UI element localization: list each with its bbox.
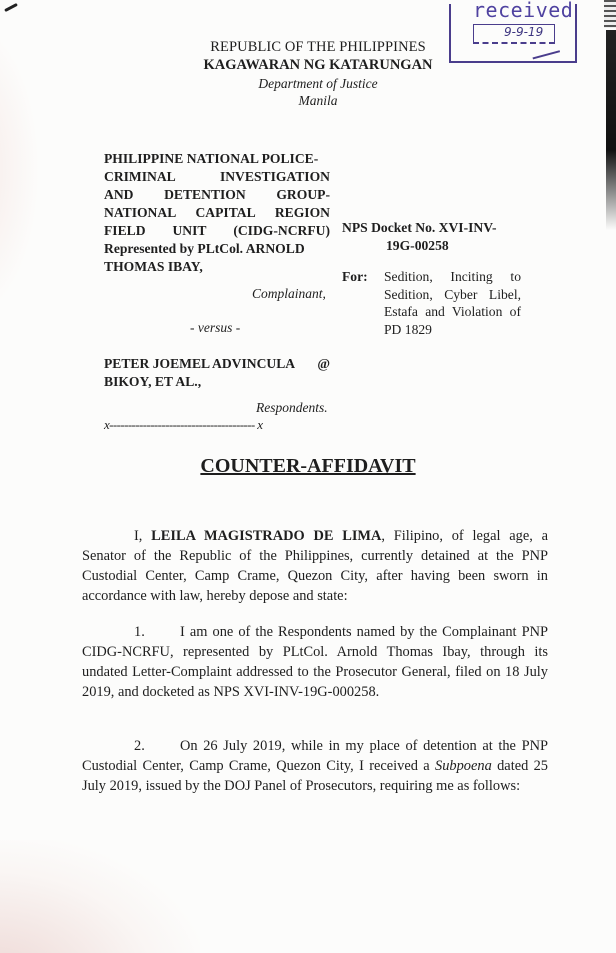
paragraph-text: On 26 July 2019, while in my place of detention at the PNP Custodial Center, Camp Crame, Quezon City, I received a — [82, 738, 548, 774]
for-label: For: — [342, 269, 368, 284]
header-department: Department of Justice — [258, 76, 378, 91]
intro-prefix: I, — [134, 528, 152, 544]
complainant-role: Complainant, — [252, 286, 326, 301]
respondent-text: PETER JOEMEL ADVINCULA — [104, 356, 296, 371]
caption-separator: x--------------------------------------- x — [104, 417, 263, 432]
respondent-text: @ — [317, 356, 330, 371]
complainant-line — [104, 222, 330, 240]
header-kagawaran: KAGAWARAN NG KATARUNGAN — [203, 57, 433, 73]
paragraph-1 — [82, 622, 548, 702]
stamp-word: received — [473, 0, 574, 22]
paragraph-number: 1. — [134, 624, 145, 640]
subpoena-term: Subpoena — [435, 758, 492, 774]
complainant-line — [104, 204, 330, 222]
respondent-line: BIKOY, ET AL., — [104, 374, 202, 389]
word: CAPITAL — [195, 205, 256, 220]
page-edge-shadow — [604, 0, 616, 28]
paragraph-number: 2. — [134, 738, 145, 754]
charges-text: Sedition, Inciting to Sedition, Cyber Libel, Estafa and Violation of PD 1829 — [384, 269, 521, 337]
respondents-role: Respondents. — [256, 400, 328, 415]
complainant-line — [104, 168, 330, 186]
word: AND — [104, 187, 134, 202]
intro-text: , Filipino, of legal age, a Senator of the Republic of the Philippines, currently detained at the PNP Custodial Center, Camp Crame, Quezon City, after having been sworn in accordance with law, hereby depose and state: — [82, 528, 548, 604]
paper-stain — [0, 840, 200, 953]
word: FIELD — [104, 223, 146, 238]
header-city: Manila — [298, 93, 338, 108]
header-republic: REPUBLIC OF THE PHILIPPINES — [210, 39, 426, 55]
complainant-line: Represented by PLtCol. ARNOLD — [104, 241, 305, 256]
word: DETENTION — [164, 187, 246, 202]
word: GROUP- — [276, 187, 330, 202]
respondent-name — [104, 355, 330, 391]
document-title: COUNTER-AFFIDAVIT — [200, 455, 416, 477]
word: (CIDG-NCRFU) — [233, 223, 330, 238]
complainant-line — [104, 186, 330, 204]
word: INVESTIGATION — [219, 169, 330, 184]
complainant-line: PHILIPPINE NATIONAL POLICE- — [104, 151, 319, 166]
intro-paragraph — [82, 526, 548, 606]
complainant-line: THOMAS IBAY, — [104, 259, 203, 274]
word: REGION — [274, 205, 330, 220]
paragraph-text: I am one of the Respondents named by the Complainant PNP CIDG-NCRFU, represented by PLtCol. Arnold Thomas Ibay, through its undated Letter-Complaint addressed to the Prosecutor General, filed on 18 July 2019, and docketed as NPS XVI-INV-19G-000258. — [82, 624, 548, 700]
word: CRIMINAL — [104, 169, 176, 184]
stamp-date: 9-9-19 — [504, 25, 544, 39]
paragraph-2 — [82, 736, 548, 796]
charges — [342, 268, 522, 338]
paragraph-text: dated 25 July 2019, issued by the DOJ Panel of Prosecutors, requiring me as follows: — [82, 758, 549, 794]
docket-line: NPS Docket No. XVI-INV- — [342, 220, 497, 235]
docket-number — [342, 219, 522, 254]
affiant-name: LEILA MAGISTRADO DE LIMA — [151, 528, 382, 544]
complainant-name — [104, 150, 330, 276]
versus-label: - versus - — [190, 320, 241, 335]
pen-mark — [4, 3, 18, 12]
word: UNIT — [172, 223, 207, 238]
respondent-line — [104, 355, 330, 373]
word: NATIONAL — [104, 205, 177, 220]
docket-line: 19G-00258 — [386, 237, 449, 253]
